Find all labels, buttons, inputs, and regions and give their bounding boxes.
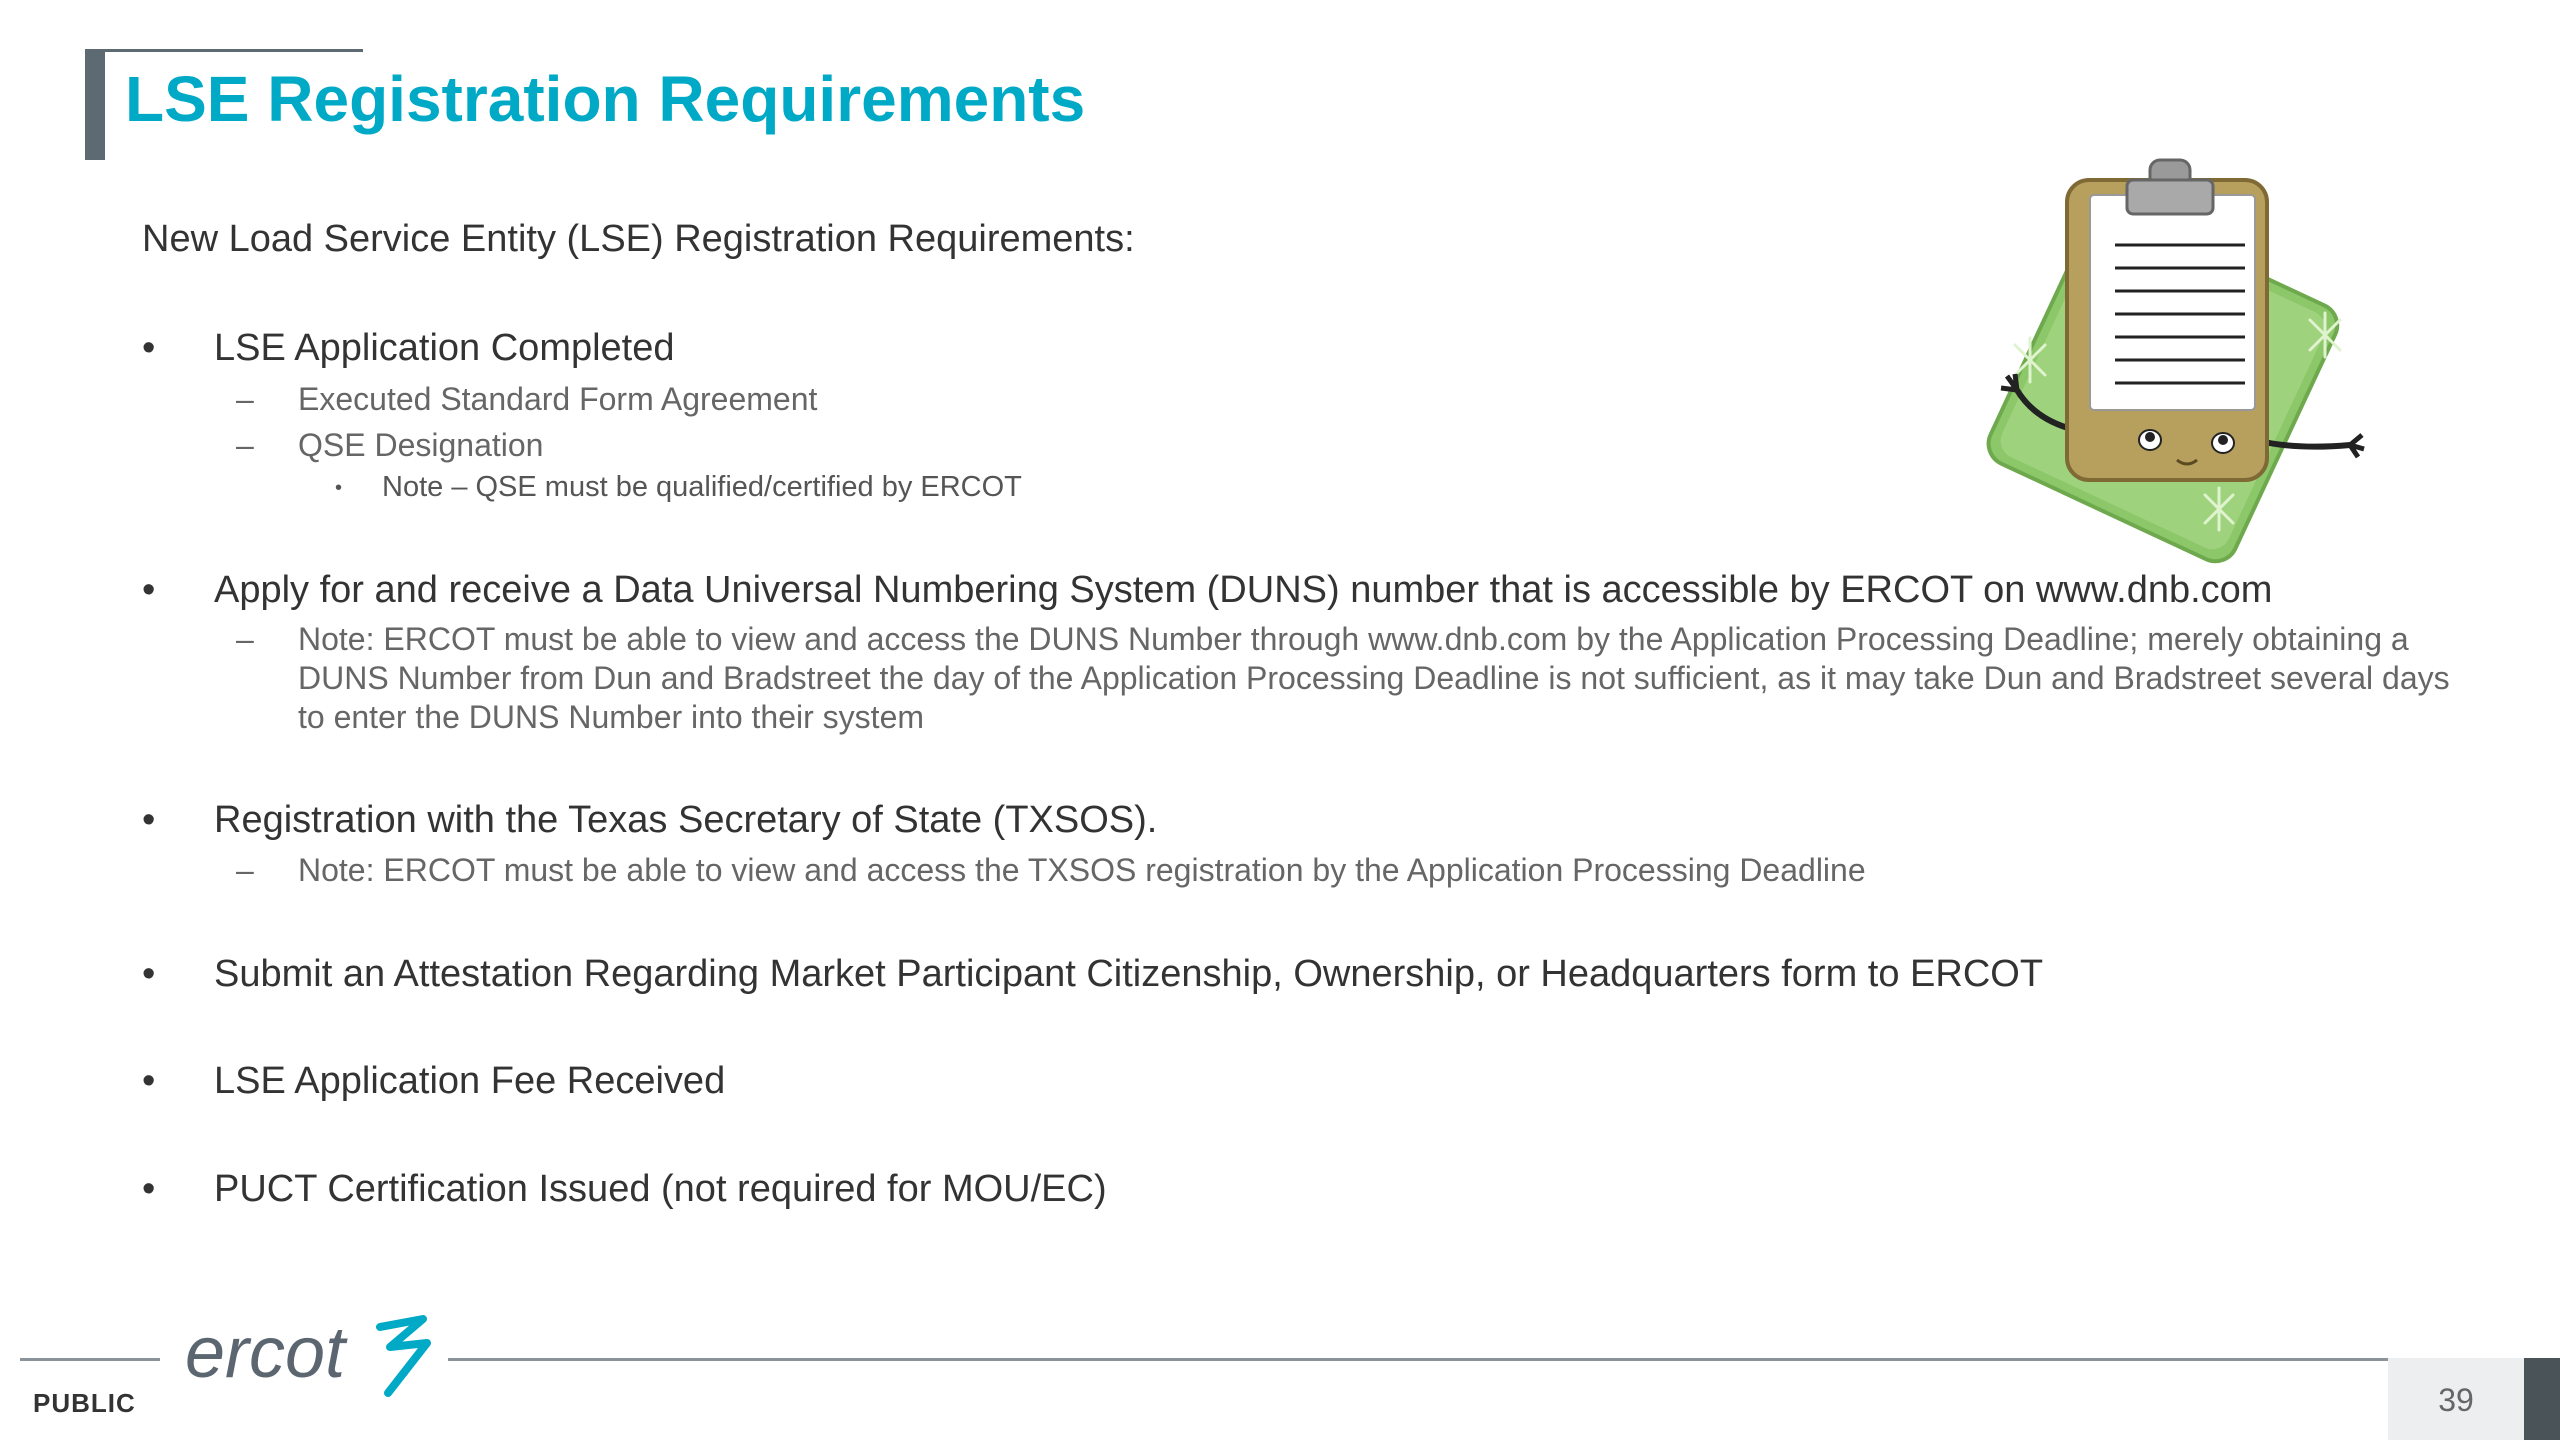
sub-bullet-dash: – bbox=[236, 852, 254, 888]
ercot-bolt-icon bbox=[380, 1319, 427, 1393]
classification-label: PUBLIC bbox=[33, 1388, 136, 1418]
clipboard-mascot-icon bbox=[1955, 150, 2375, 580]
bullet-dot: • bbox=[142, 569, 156, 611]
page-tab bbox=[2524, 1358, 2560, 1440]
bullet-text: Submit an Attestation Regarding Market Participant Citizenship, Ownership, or Headquarters form to ERCOT bbox=[214, 953, 2044, 995]
slide-title: LSE Registration Requirements bbox=[125, 63, 1086, 135]
bullet-text: LSE Application Fee Received bbox=[214, 1060, 726, 1102]
sub-sub-bullet-dot: • bbox=[335, 477, 343, 499]
bullet-dot: • bbox=[142, 953, 156, 995]
sub-bullet-text: Note: ERCOT must be able to view and access the TXSOS registration by the Application Processing Deadline bbox=[298, 852, 1866, 888]
footer-rule bbox=[448, 1358, 2388, 1361]
sub-bullet-dash: – bbox=[236, 381, 254, 417]
footer-rule-left bbox=[20, 1358, 160, 1361]
sub-bullet-text: Executed Standard Form Agreement bbox=[298, 381, 818, 417]
bullet-dot: • bbox=[142, 1168, 156, 1210]
bullet-text: LSE Application Completed bbox=[214, 327, 675, 369]
sub-bullet-dash: – bbox=[236, 427, 254, 463]
sub-bullet-text: Note: ERCOT must be able to view and access the DUNS Number through www.dnb.com by the Application Processing Deadline; merely obtaining a DUNS Number from Dun and Bradstreet the day of the Application Processing Deadline is not sufficient, as it may take Dun and Bradstreet several days to enter the DUNS Number into their system bbox=[298, 621, 2450, 735]
bullet-dot: • bbox=[142, 799, 156, 841]
bullet-text: Registration with the Texas Secretary of State (TXSOS). bbox=[214, 799, 1158, 841]
bullet-dot: • bbox=[142, 1060, 156, 1102]
logo-wordmark: ercot bbox=[185, 1313, 346, 1393]
bullet-dot: • bbox=[142, 327, 156, 369]
bullet-text: Apply for and receive a Data Universal Numbering System (DUNS) number that is accessible by ERCOT on www.dnb.com bbox=[214, 569, 2273, 611]
page-number: 39 bbox=[2438, 1382, 2474, 1418]
sub-bullet-text: QSE Designation bbox=[298, 427, 544, 463]
bullet-text: PUCT Certification Issued (not required for MOU/EC) bbox=[214, 1168, 1107, 1210]
sub-bullet-dash: – bbox=[236, 621, 254, 657]
sub-sub-bullet-text: Note – QSE must be qualified/certified by ERCOT bbox=[382, 471, 1022, 503]
ercot-logo bbox=[185, 1305, 445, 1405]
title-accent-bar bbox=[85, 50, 105, 160]
title-rule bbox=[85, 49, 363, 52]
intro-text: New Load Service Entity (LSE) Registration Requirements: bbox=[142, 218, 1135, 260]
